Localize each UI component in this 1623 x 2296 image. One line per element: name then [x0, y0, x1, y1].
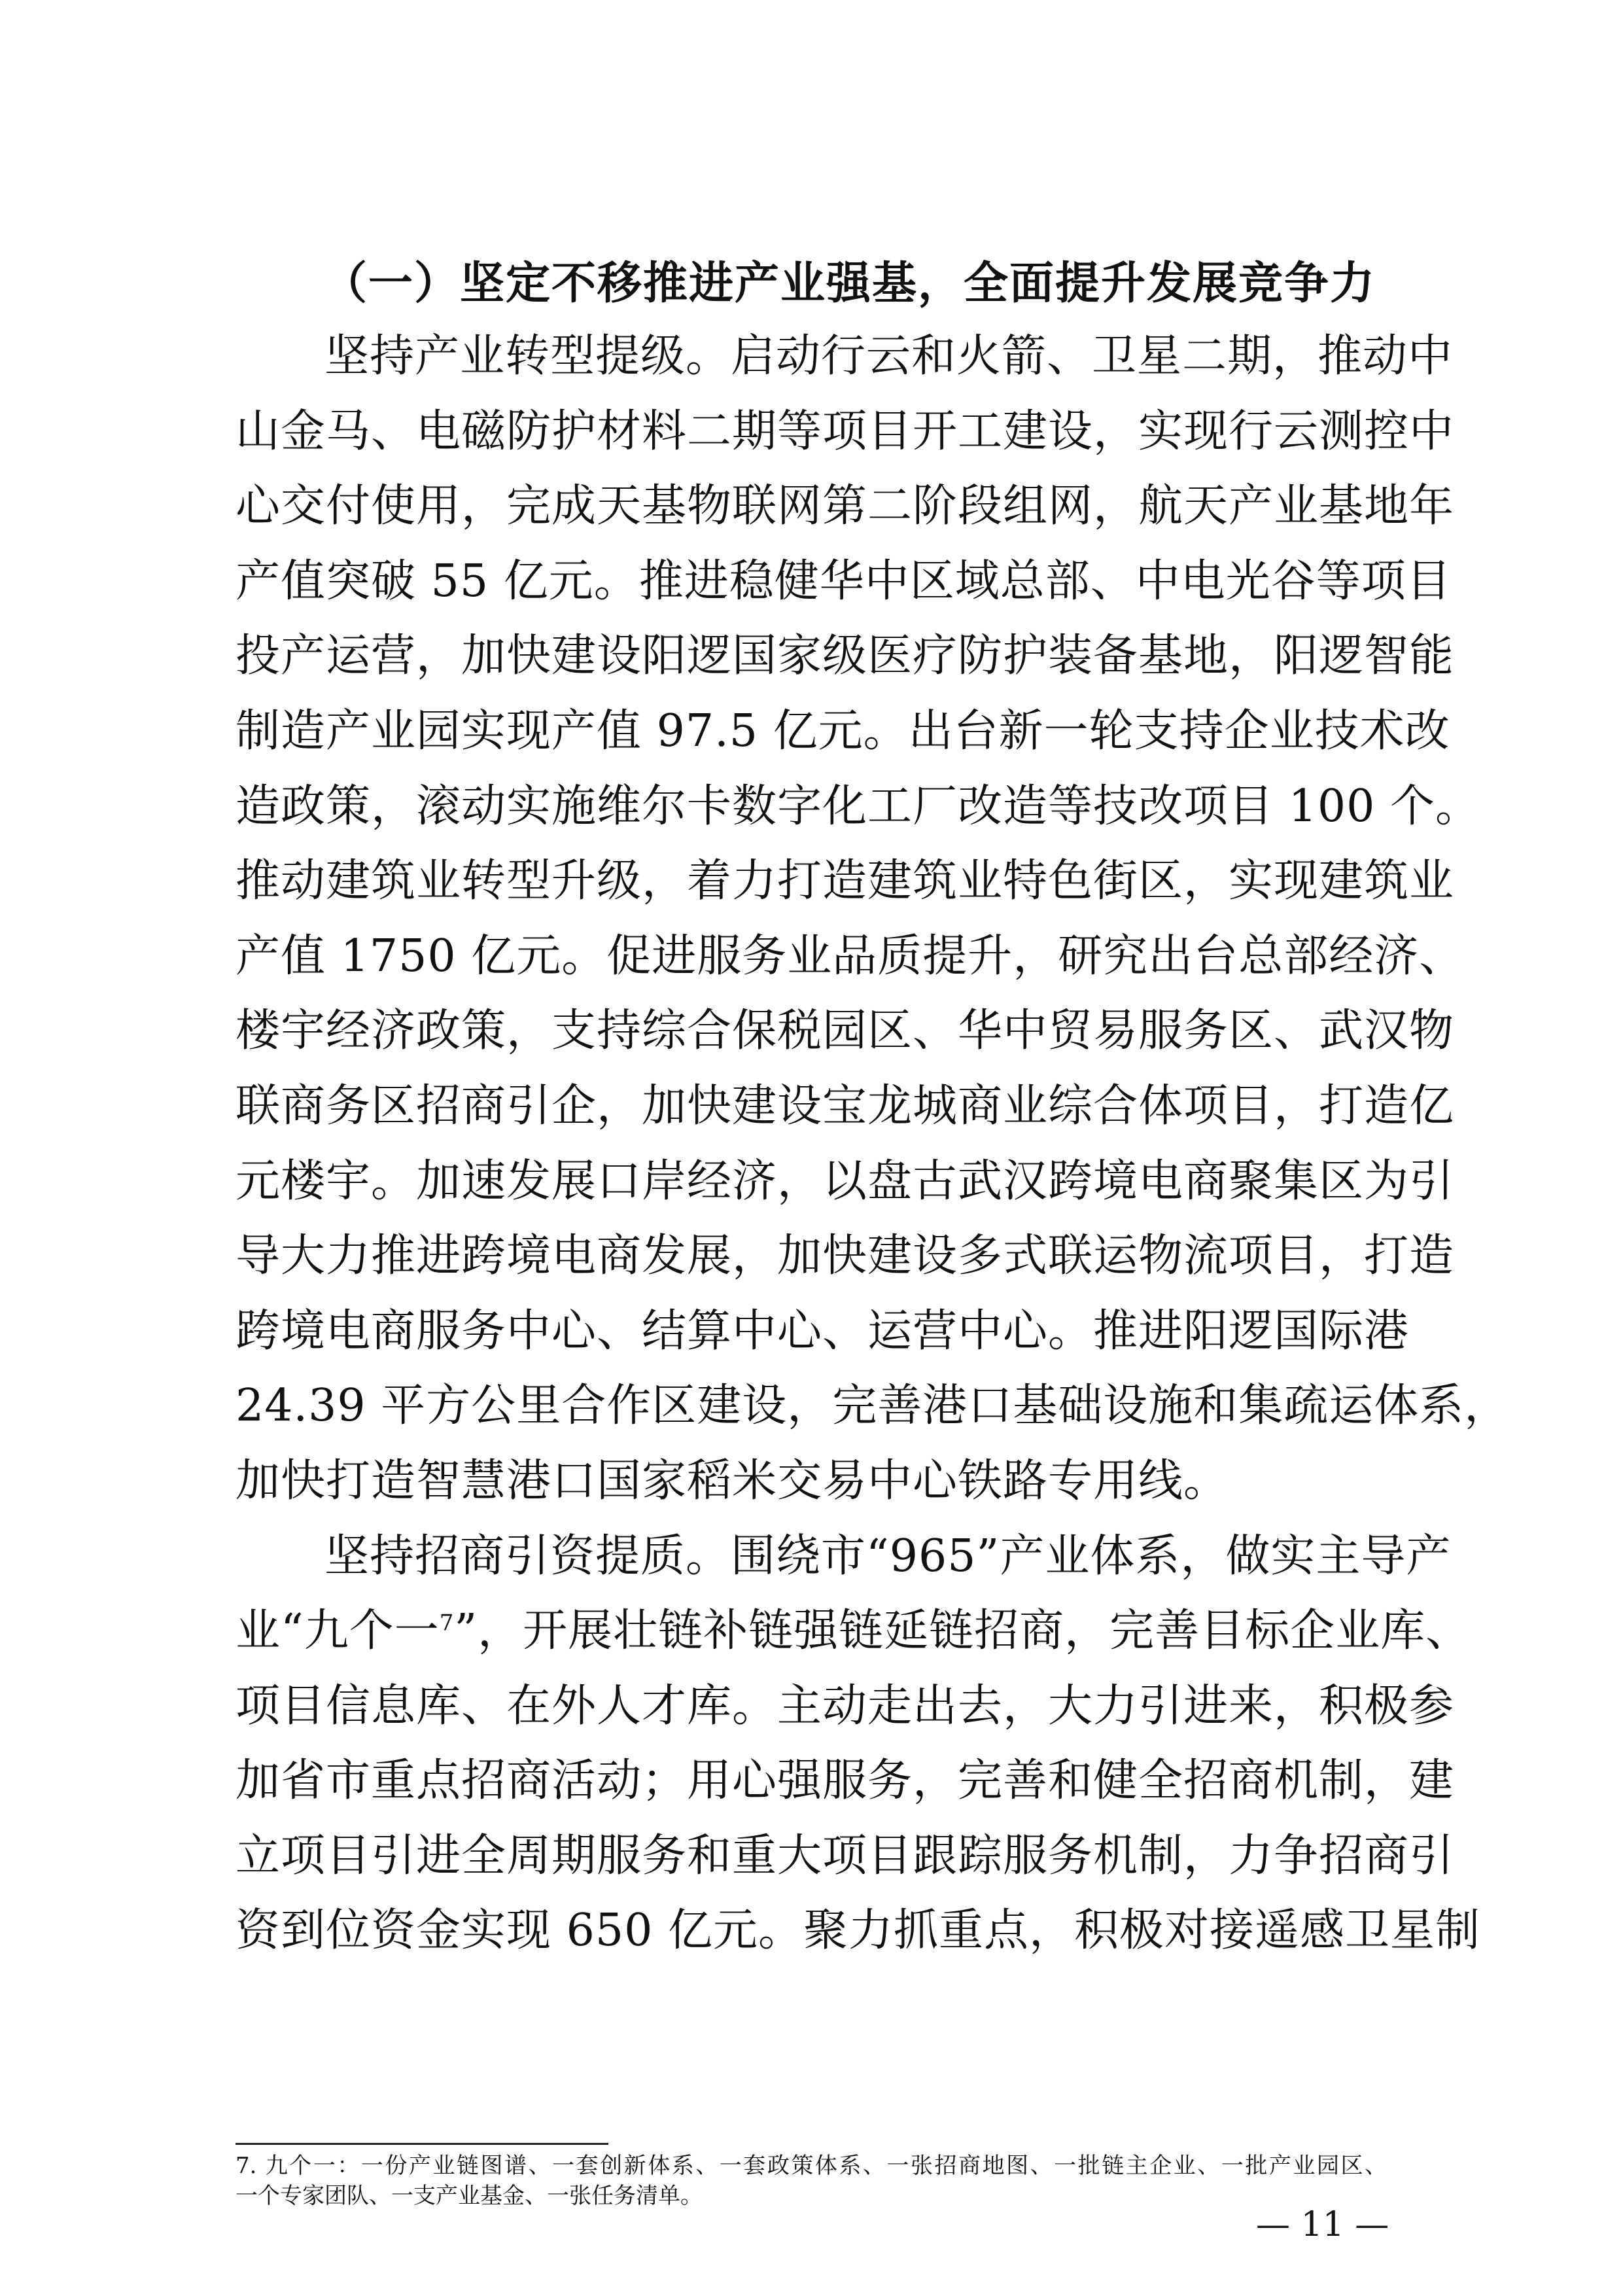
text-fragment: 业“九个一	[236, 1605, 440, 1657]
text-line: 产值突破 55 亿元。推进稳健华中区域总部、中电光谷等项目	[236, 555, 1452, 607]
text-line: 投产运营，加快建设阳逻国家级医疗防护装备基地，阳逻智能	[236, 630, 1455, 682]
footnote	[236, 2151, 1387, 2211]
text-line: 山金马、电磁防护材料二期等项目开工建设，实现行云测控中	[236, 405, 1455, 457]
text-fragment: ”，开展壮链补链强链延链招商，完善目标企业库、	[454, 1605, 1471, 1657]
body-text	[236, 319, 1510, 1969]
text-line: 坚持产业转型提级。启动行云和火箭、卫星二期，推动中	[324, 330, 1454, 382]
footnote-line: 7. 九个一：一份产业链图谱、一套创新体系、一套政策体系、一张招商地图、一批链主企业、一批产业园区、	[236, 2153, 1387, 2179]
text-line: 楼宇经济政策，支持综合保税园区、华中贸易服务区、武汉物	[236, 1005, 1455, 1057]
footnote-line: 一个专家团队、一支产业基金、一张任务清单。	[236, 2183, 703, 2209]
text-line: 立项目引进全周期服务和重大项目跟踪服务机制，力争招商引	[236, 1829, 1455, 1882]
text-line: 坚持招商引资提质。围绕市“965”产业体系，做实主导产	[324, 1530, 1452, 1582]
text-line: 加省市重点招商活动；用心强服务，完善和健全招商机制，建	[236, 1755, 1455, 1807]
text-line: 资到位资金实现 650 亿元。聚力抓重点，积极对接遥感卫星制	[236, 1905, 1481, 1957]
text-line: 跨境电商服务中心、结算中心、运营中心。推进阳逻国际港	[236, 1305, 1410, 1357]
text-line	[236, 1594, 1471, 1669]
text-line: 心交付使用，完成天基物联网第二阶段组网，航天产业基地年	[236, 480, 1455, 533]
footnote-reference[interactable]: 7	[439, 1610, 455, 1636]
text-line: 导大力推进跨境电商发展，加快建设多式联运物流项目，打造	[236, 1230, 1455, 1282]
text-line: 造政策，滚动实施维尔卡数字化工厂改造等技改项目 100 个。	[236, 780, 1481, 832]
section-heading: （一）坚定不移推进产业强基，全面提升发展竞争力	[323, 257, 1376, 309]
text-line: 元楼宇。加速发展口岸经济，以盘古武汉跨境电商聚集区为引	[236, 1155, 1455, 1207]
page-number: — 11 —	[1256, 2205, 1389, 2244]
text-line: 24.39 平方公里合作区建设，完善港口基础设施和集疏运体系，	[236, 1380, 1510, 1432]
footnote-divider	[236, 2143, 608, 2145]
text-line: 产值 1750 亿元。促进服务业品质提升，研究出台总部经济、	[236, 930, 1465, 982]
text-line: 制造产业园实现产值 97.5 亿元。出台新一轮支持企业技术改	[236, 705, 1450, 757]
text-line: 联商务区招商引企，加快建设宝龙城商业综合体项目，打造亿	[236, 1080, 1455, 1132]
text-line: 推动建筑业转型升级，着力打造建筑业特色街区，实现建筑业	[236, 855, 1455, 908]
text-line: 项目信息库、在外人才库。主动走出去，大力引进来，积极参	[236, 1680, 1455, 1732]
text-line: 加快打造智慧港口国家稻米交易中心铁路专用线。	[236, 1455, 1229, 1507]
